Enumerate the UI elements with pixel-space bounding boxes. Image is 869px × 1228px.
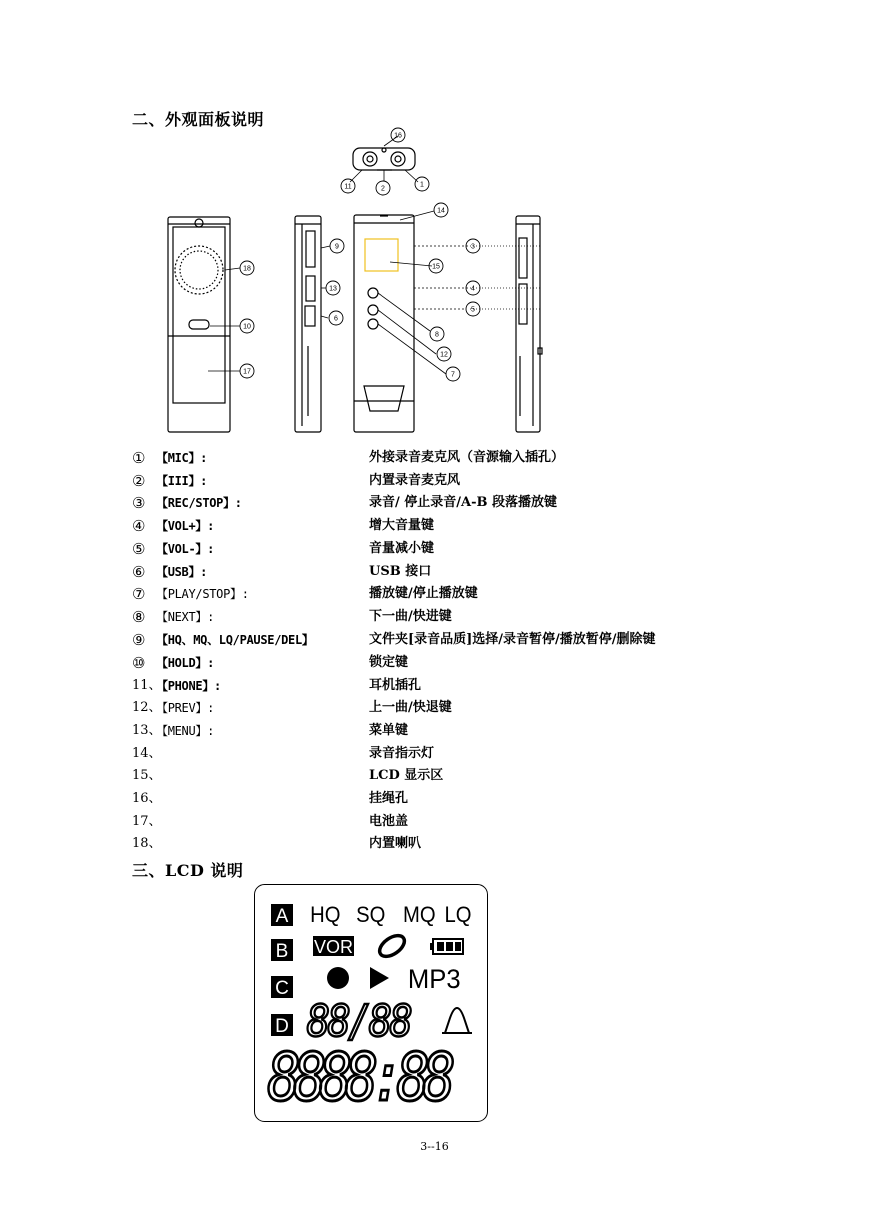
legend-desc: 文件夹[录音品质]选择/录音暂停/播放暂停/删除键 — [369, 632, 656, 647]
legend-key: 【PLAY/STOP】: — [156, 587, 249, 601]
legend-desc: 内置录音麦克风 — [369, 473, 461, 488]
legend-num: 13、 — [132, 723, 162, 738]
legend-num: ⑦ — [132, 585, 146, 603]
legend-row — [132, 652, 732, 674]
legend-num: 18、 — [132, 836, 162, 851]
legend-num: 12、 — [132, 700, 162, 715]
legend-desc: 音量减小键 — [369, 541, 435, 556]
legend-key: 【REC/STOP】: — [156, 496, 242, 510]
section-3-title: 三、LCD 说明 — [132, 861, 244, 880]
legend-desc: LCD 显示区 — [369, 768, 444, 783]
legend-desc: 内置喇叭 — [369, 836, 422, 851]
legend-row — [132, 447, 732, 469]
legend-key: 【VOL+】: — [156, 519, 215, 533]
legend-desc: 录音指示灯 — [369, 746, 435, 761]
page-number: 3--16 — [420, 1140, 449, 1153]
repeat-icon — [376, 931, 408, 960]
legend-row — [132, 538, 732, 560]
right-side-view — [516, 216, 542, 432]
legend-row — [132, 629, 732, 651]
callout-4: 4 — [471, 285, 475, 293]
legend-desc: 锁定键 — [369, 655, 409, 670]
callout-17: 17 — [243, 368, 251, 376]
lcd-big-digits: 8888:88 — [267, 1039, 449, 1117]
legend-num: 16、 — [132, 791, 162, 806]
legend-row — [132, 675, 732, 697]
legend-row — [132, 561, 732, 583]
lcd-label-d: D — [275, 1016, 289, 1037]
lcd-small-digits: 88/88 — [306, 995, 411, 1047]
legend-key: 【III】: — [156, 474, 208, 488]
legend-num: ② — [132, 472, 146, 490]
legend-row — [132, 697, 732, 719]
legend-row — [132, 515, 732, 537]
callout-16: 16 — [394, 132, 402, 140]
legend-row — [132, 583, 732, 605]
legend-row — [132, 743, 732, 765]
callout-13: 13 — [329, 285, 337, 293]
legend-row — [132, 788, 732, 810]
legend-num: 11、 — [132, 678, 162, 693]
legend-num: ④ — [132, 517, 146, 535]
legend-row — [132, 811, 732, 833]
play-icon — [370, 967, 389, 989]
lcd-quality-mq: MQ — [403, 903, 436, 928]
lcd-label-b: B — [275, 941, 289, 962]
callout-8: 8 — [435, 331, 439, 339]
callout-3: 3 — [471, 243, 475, 251]
device-diagram — [140, 126, 560, 438]
callout-11: 11 — [344, 183, 352, 191]
legend-desc: 电池盖 — [369, 814, 409, 829]
lcd-quality-hq: HQ — [310, 903, 341, 928]
legend-desc: USB 接口 — [369, 564, 432, 579]
lcd-format: MP3 — [407, 963, 461, 995]
front-view — [354, 215, 414, 432]
legend-desc: 下一曲/快进键 — [369, 609, 452, 624]
legend-num: 15、 — [132, 768, 162, 783]
legend-key: 【USB】: — [156, 565, 208, 579]
section-2-title: 二、外观面板说明 — [132, 110, 265, 129]
lcd-quality-lq: LQ — [444, 903, 472, 928]
legend-key: 【PREV】: — [156, 701, 215, 715]
legend-num: 17、 — [132, 814, 162, 829]
legend-key: 【MIC】: — [156, 451, 208, 465]
legend-row — [132, 470, 732, 492]
legend-num: ⑩ — [132, 654, 146, 672]
legend-num: ⑧ — [132, 608, 146, 626]
lcd-vor: VOR — [313, 937, 354, 957]
legend-key: 【VOL-】: — [156, 542, 215, 556]
callout-14: 14 — [437, 207, 445, 215]
legend-desc: 播放键/停止播放键 — [369, 586, 478, 601]
back-view — [168, 217, 230, 432]
legend-key: 【HOLD】: — [156, 656, 215, 670]
legend-num: ⑨ — [132, 631, 146, 649]
legend-desc: 菜单键 — [369, 723, 409, 738]
lcd-label-a: A — [275, 906, 289, 927]
top-view — [353, 148, 415, 170]
legend-desc: 增大音量键 — [369, 518, 435, 533]
legend-row — [132, 720, 732, 742]
callout-6: 6 — [334, 315, 338, 323]
legend-desc: 耳机插孔 — [369, 678, 422, 693]
legend-key: 【HQ、MQ、LQ/PAUSE/DEL】 — [156, 633, 314, 647]
legend-num: 14、 — [132, 746, 162, 761]
legend-num: ① — [132, 449, 146, 467]
lcd-label-c: C — [275, 978, 289, 999]
legend-desc: 挂绳孔 — [369, 791, 409, 806]
legend-row — [132, 492, 732, 514]
callout-18: 18 — [243, 265, 251, 273]
legend-num: ⑤ — [132, 540, 146, 558]
legend-desc: 上一曲/快退键 — [369, 700, 452, 715]
legend-key: 【MENU】: — [156, 724, 215, 738]
legend-desc: 录音/ 停止录音/A-B 段落播放键 — [369, 495, 558, 510]
callout-7: 7 — [451, 371, 455, 379]
callout-15: 15 — [432, 263, 440, 271]
callout-10: 10 — [243, 323, 251, 331]
legend-key: 【PHONE】: — [156, 679, 221, 693]
callout-12: 12 — [440, 351, 448, 359]
lcd-quality-sq: SQ — [356, 903, 386, 928]
legend-row — [132, 765, 732, 787]
legend-num: ⑥ — [132, 563, 146, 581]
legend-key: 【NEXT】: — [156, 610, 215, 624]
alarm-bell-icon — [442, 1008, 472, 1033]
legend-row — [132, 833, 732, 855]
callout-1: 1 — [420, 181, 424, 189]
battery-icon — [430, 939, 463, 954]
callout-5: 5 — [471, 306, 475, 314]
legend-row — [132, 606, 732, 628]
record-icon — [327, 967, 349, 989]
legend-num: ③ — [132, 494, 146, 512]
callout-9: 9 — [335, 243, 339, 251]
left-side-view — [295, 216, 321, 432]
callout-2: 2 — [381, 185, 385, 193]
legend-desc: 外接录音麦克风（音源输入插孔） — [369, 450, 565, 465]
lcd-display-diagram — [254, 884, 488, 1122]
